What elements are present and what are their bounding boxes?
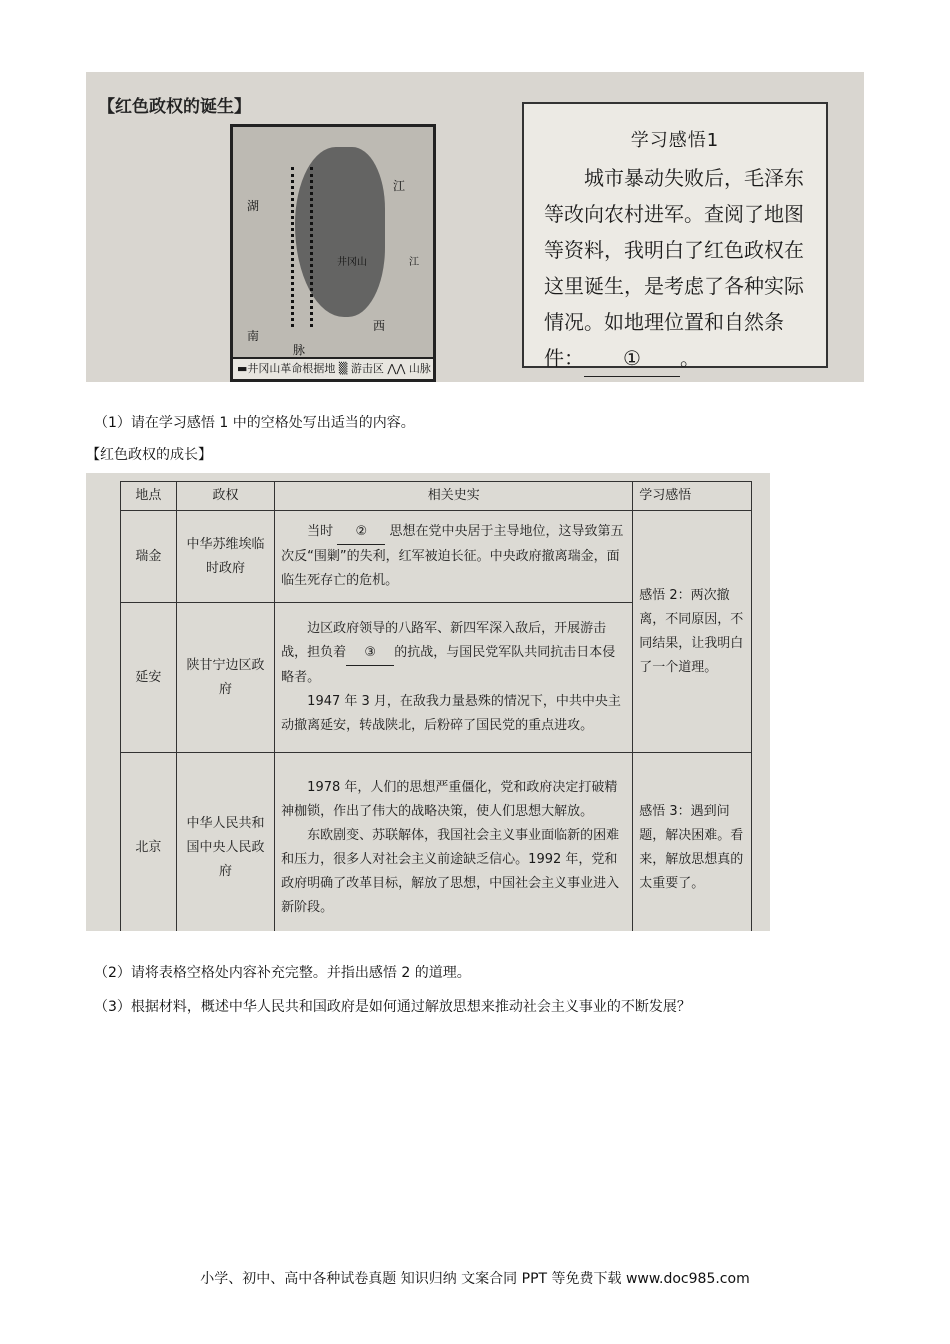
header-reflection: 学习感悟 <box>633 482 752 511</box>
cell-place-yanan: 延安 <box>121 603 177 753</box>
reflection-1-body <box>524 152 826 377</box>
table-row <box>121 511 752 603</box>
photo-birth-of-red-regime <box>86 72 864 382</box>
question-2: （2）请将表格空格处内容补充完整。并指出感悟 2 的道理。 <box>94 965 471 981</box>
cell-reflection-2: 感悟 2：两次撤离，不同原因，不同结果，让我明白了一个道理。 <box>633 511 752 753</box>
section-heading-growth: 【红色政权的成长】 <box>86 447 212 463</box>
question-3: （3）根据材料，概述中华人民共和国政府是如何通过解放思想来推动社会主义事业的不断发展？ <box>94 999 691 1015</box>
fact-yanan-text-1 <box>281 617 626 690</box>
fact-yanan-a: 边区政府领导的八路军、新四军深入敌后，开展游击战，担负着 <box>281 621 607 660</box>
cell-fact-beijing <box>275 753 633 932</box>
map-legend: ▬井冈山革命根据地 ▒ 游击区 ⋀⋀ 山脉 <box>233 357 433 379</box>
fact-beijing-text-1: 1978 年，人们的思想严重僵化，党和政府决定打破精神枷锁，作出了伟大的战略决策，使人们思想大解放。 <box>281 779 618 819</box>
footer-text: 小学、初中、高中各种试卷真题 知识归纳 文案合同 PPT 等免费下载 www.doc985.com <box>200 1271 750 1287</box>
fact-ruijin-a: 当时 <box>307 524 334 539</box>
history-table <box>120 481 752 931</box>
table-header-row <box>121 482 752 511</box>
map-label-hu: 湖 <box>247 199 260 213</box>
fact-yanan-b: 的抗战，与国民党军队共同抗击日本侵略者。 <box>281 645 616 685</box>
photo-section-heading: 【红色政权的诞生】 <box>98 97 251 117</box>
photo-growth-table <box>86 473 770 931</box>
cell-place-ruijin: 瑞金 <box>121 511 177 603</box>
blank-3: ③ <box>346 641 394 666</box>
reflection-1-box <box>522 102 828 368</box>
reflection-1-end: 。 <box>680 346 700 370</box>
fact-yanan-text-2: 1947 年 3 月，在敌我力量悬殊的情况下，中共中央主动撤离延安，转战陕北，后粉碎了国民党的重点进攻。 <box>281 694 621 733</box>
cell-place-beijing: 北京 <box>121 753 177 932</box>
fact-ruijin-text <box>281 520 626 593</box>
fact-beijing-text-2: 东欧剧变、苏联解体，我国社会主义事业面临新的困难和压力，很多人对社会主义前途缺乏信心。1992 年，党和政府明确了改革目标，解放了思想，中国社会主义事业进入新阶段。 <box>281 827 620 915</box>
table-row <box>121 753 752 932</box>
cell-reflection-3: 感悟 3：遇到问题，解决困难。看来，解放思想真的太重要了。 <box>633 753 752 932</box>
map-label-mai: 脉 <box>293 343 306 357</box>
map-label-jinggangshan: 井冈山 <box>337 257 367 268</box>
header-regime: 政权 <box>176 482 274 511</box>
map-label-nan: 南 <box>247 329 260 343</box>
reflection-1-title: 学习感悟1 <box>630 130 720 151</box>
question-1: （1）请在学习感悟 1 中的空格处写出适当的内容。 <box>94 415 415 431</box>
cell-fact-yanan <box>275 603 633 753</box>
map-label-river: 江 <box>409 257 419 268</box>
map-label-jiang: 江 <box>393 179 406 193</box>
header-place: 地点 <box>121 482 177 511</box>
cell-regime-ruijin: 中华苏维埃临时政府 <box>176 511 274 603</box>
jinggangshan-map <box>230 124 436 382</box>
header-facts: 相关史实 <box>275 482 633 511</box>
cell-fact-ruijin <box>275 511 633 603</box>
mountain-range-icon <box>291 167 313 327</box>
blank-2: ② <box>337 520 385 545</box>
cell-regime-yanan: 陕甘宁边区政府 <box>176 603 274 753</box>
cell-regime-beijing: 中华人民共和国中央人民政府 <box>176 753 274 932</box>
map-label-xi: 西 <box>373 319 386 333</box>
reflection-1-text: 城市暴动失败后，毛泽东等改向农村进军。查阅了地图等资料，我明白了红色政权在这里诞生，是考虑了各种实际情况。如地理位置和自然条件： <box>544 166 804 370</box>
fact-ruijin-b: 思想在党中央居于主导地位，这导致第五次反“围剿”的失利，红军被迫长征。中央政府撤离瑞金，面临生死存亡的危机。 <box>281 524 624 588</box>
blank-1: ① <box>584 340 680 377</box>
